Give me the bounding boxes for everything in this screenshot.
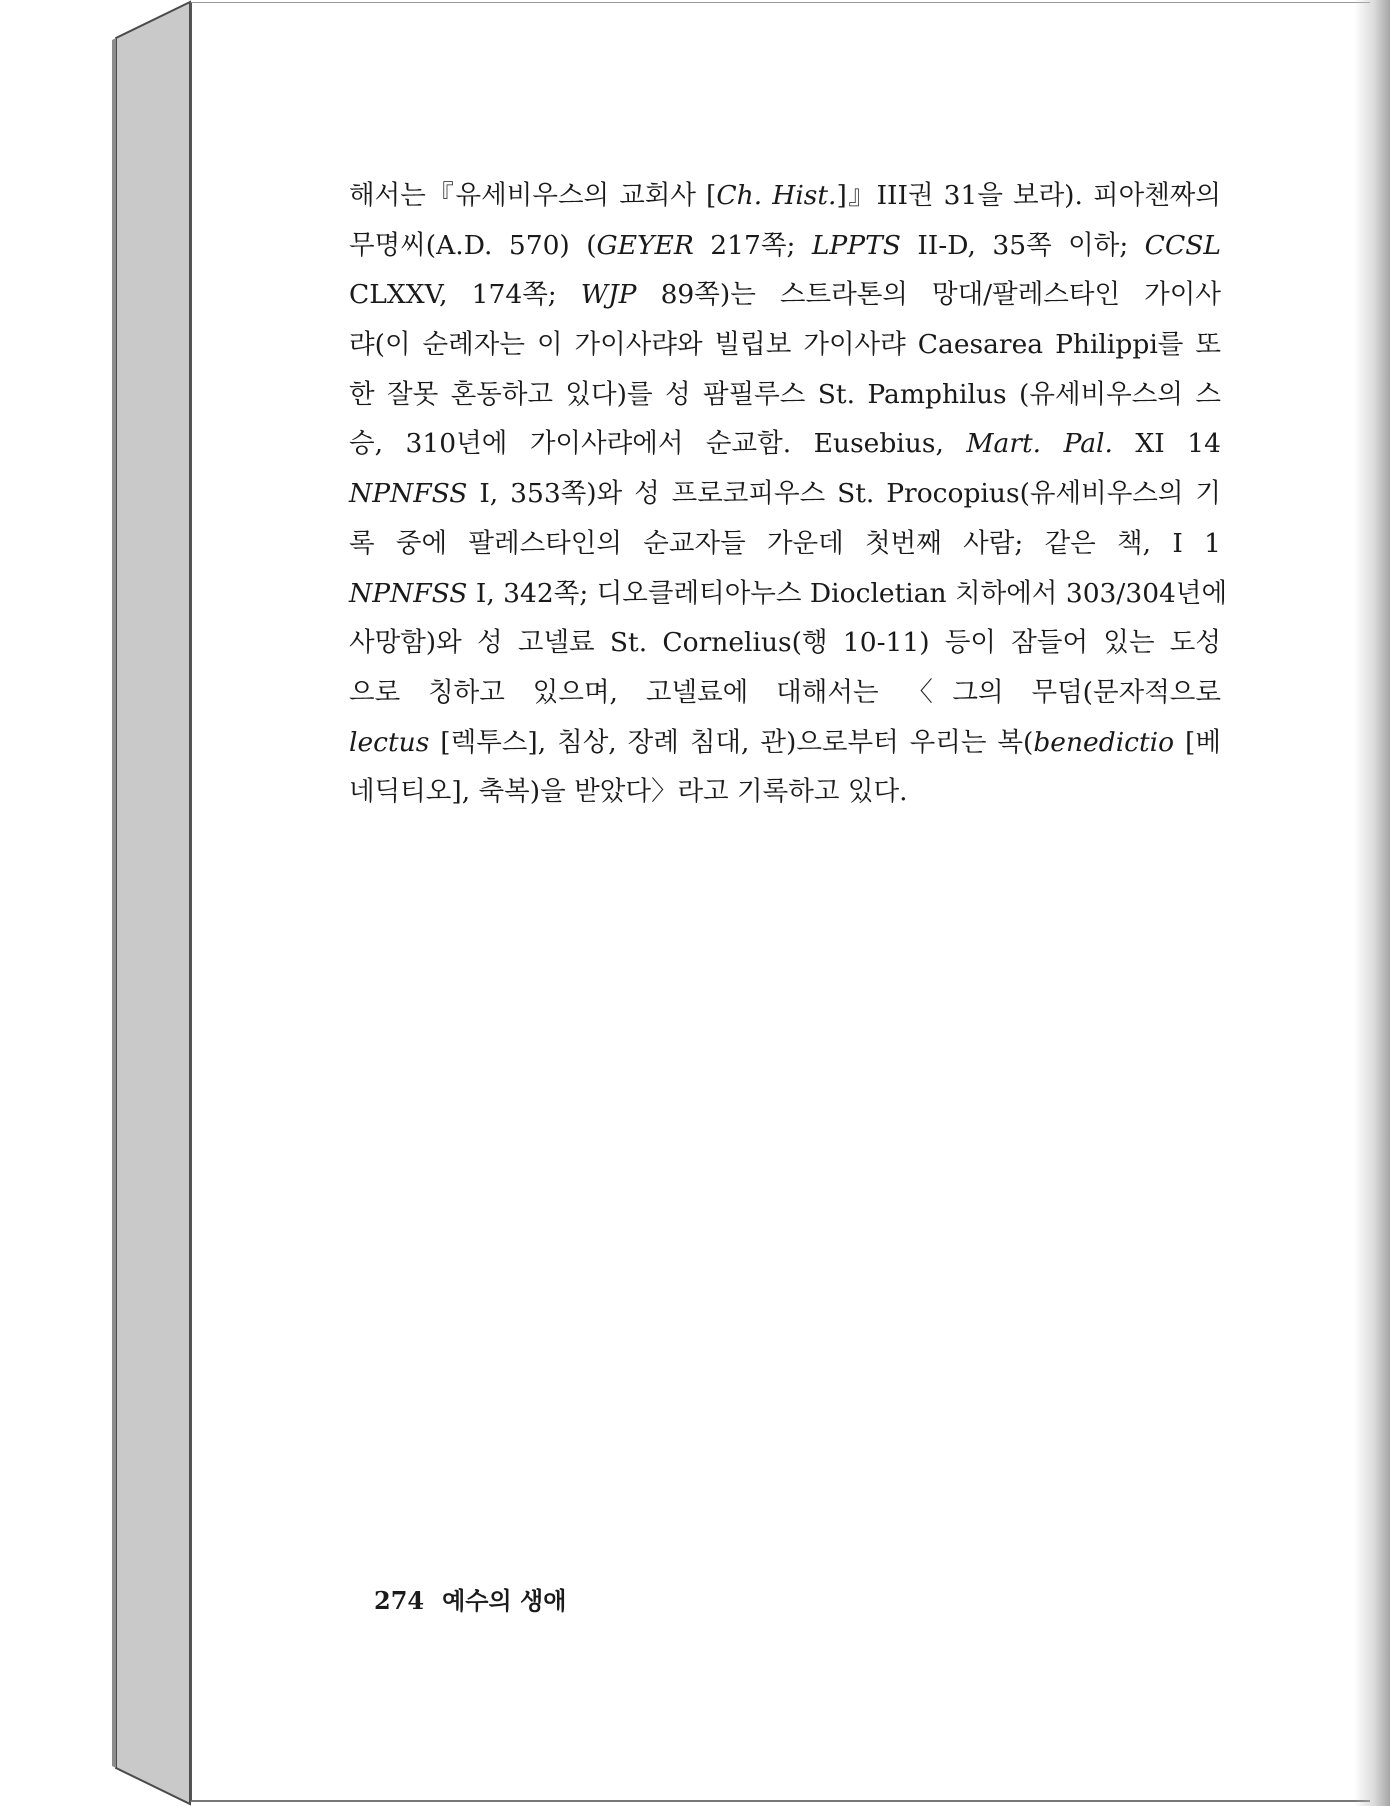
italic-term: lectus [349, 726, 430, 758]
italic-term: NPNFSS [349, 478, 468, 510]
italic-term: NPNFSS [349, 577, 468, 609]
book-spine-edge [0, 0, 200, 1806]
page-footer [374, 1581, 566, 1616]
running-title: 예수의 생애 [442, 1587, 567, 1615]
text-line: NPNFSS I, 342쪽; 디오클레티아누스 Diocletian 치하에서 303/304년에 [349, 577, 1228, 609]
italic-term: benedictio [1033, 726, 1175, 758]
text-line: CLXXV, 174쪽; WJP 89쪽)는 스트라톤의 망대/팔레스타인 가이사 [349, 279, 1221, 311]
text-line: 네딕티오], 축복)을 받았다〉라고 기록하고 있다. [349, 776, 908, 808]
page-edge-shadow [1354, 0, 1390, 1806]
text-line: 해서는『유세비우스의 교회사 [Ch. Hist.]』III권 31을 보라). 피아첸짜의 [349, 180, 1221, 211]
italic-term: Mart. Pal. [966, 428, 1113, 460]
text-line: 무명씨(A.D. 570) (GEYER 217쪽; LPPTS II-D, 35쪽 이하; CCSL [349, 229, 1221, 261]
text-line: 한 잘못 혼동하고 있다)를 성 팜필루스 St. Pamphilus (유세비우스의 스 [349, 378, 1221, 410]
italic-term: LPPTS [811, 229, 901, 261]
italic-term: CCSL [1144, 229, 1221, 261]
italic-term: WJP [580, 279, 637, 311]
text-line: 사망함)와 성 고넬료 St. Cornelius(행 10-11) 등이 잠들어 있는 도성 [349, 627, 1221, 659]
text-line: 승, 310년에 가이사랴에서 순교함. Eusebius, Mart. Pal. XI 14 [349, 428, 1221, 460]
book-page [190, 2, 1370, 1802]
text-line: 랴(이 순례자는 이 가이사랴와 빌립보 가이사랴 Caesarea Philippi를 또 [349, 329, 1221, 361]
page-body-text [349, 171, 1228, 817]
page-number: 274 [374, 1586, 425, 1615]
text-line: lectus [렉투스], 침상, 장례 침대, 관)으로부터 우리는 복(benedictio [베 [349, 726, 1221, 758]
italic-term: GEYER [596, 229, 694, 261]
text-line: NPNFSS I, 353쪽)와 성 프로코피우스 St. Procopius(유세비우스의 기 [349, 478, 1221, 510]
italic-term: Ch. Hist. [716, 180, 837, 211]
text-line: 으로 칭하고 있으며, 고넬료에 대해서는 〈그의 무덤(문자적으로 [349, 676, 1221, 708]
text-line: 록 중에 팔레스타인의 순교자들 가운데 첫번째 사람; 같은 책, I 1 [349, 527, 1221, 559]
